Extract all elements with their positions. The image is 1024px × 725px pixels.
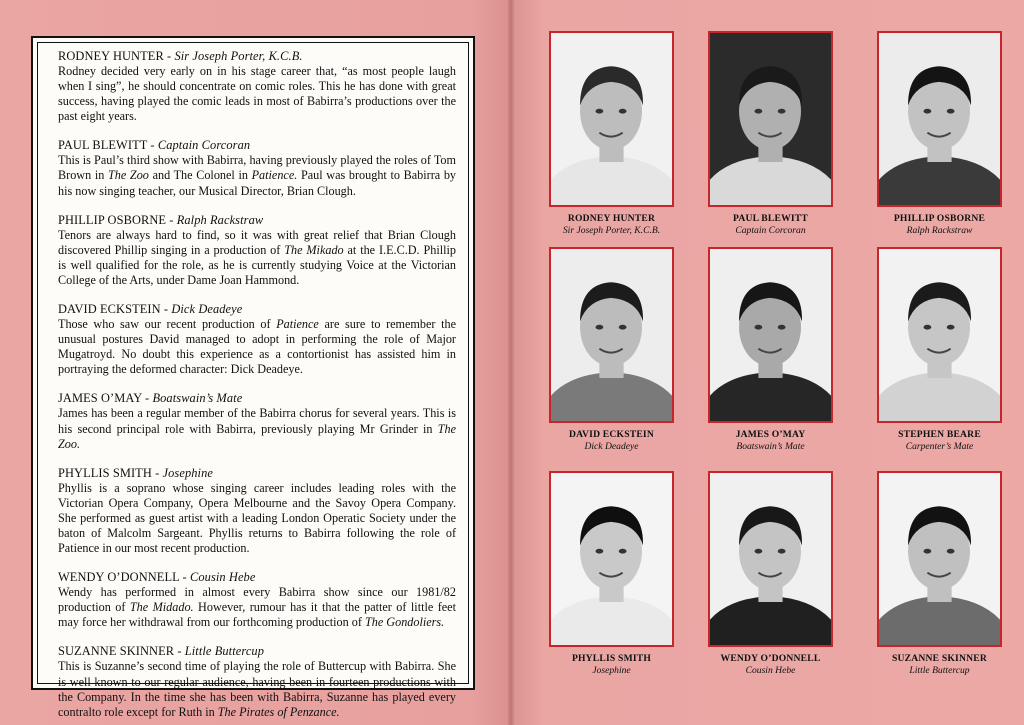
headshot-photo bbox=[877, 31, 1002, 207]
bio-role: Cousin Hebe bbox=[189, 570, 256, 585]
cast-photo-card bbox=[543, 31, 680, 256]
cast-photo-card bbox=[702, 31, 839, 256]
bio-name: PAUL BLEWITT bbox=[58, 138, 148, 153]
headshot-photo bbox=[708, 31, 833, 207]
bio-text-segment: However, rumour has it that the patter of little feet may force her withdrawal from our forthcoming production of bbox=[58, 600, 456, 630]
bio-text-segment: Wendy has performed in almost every Babirra show since our 1981/82 production of bbox=[58, 585, 456, 615]
cast-photo-card bbox=[702, 471, 839, 696]
bio-title-italic: The Zoo bbox=[107, 168, 149, 183]
cast-photo-card bbox=[543, 471, 680, 696]
bio-name: SUZANNE SKINNER bbox=[58, 644, 175, 659]
bio-entry bbox=[58, 49, 456, 124]
bio-heading bbox=[58, 302, 456, 317]
caption-role: Little Buttercup bbox=[909, 665, 970, 676]
bio-text bbox=[58, 659, 456, 719]
bio-text-segment: This is Paul’s third show with Babirra, having previously played the roles of Tom Brown in bbox=[58, 153, 456, 183]
bio-text bbox=[58, 585, 456, 630]
bio-separator: - bbox=[179, 570, 190, 585]
cast-photo-card bbox=[871, 471, 1008, 696]
bio-text bbox=[58, 64, 456, 124]
bio-text-segment: at the I.E.C.D. Phillip is well qualified for the role, as he is currently studying Voice at the Victorian College of the Arts, under Dame Joan Hammond. bbox=[58, 242, 456, 287]
bio-role: Ralph Rackstraw bbox=[176, 212, 264, 227]
bio-text-segment: James has been a regular member of the Babirra chorus for several years. This is his second principal role with Babirra, previously playing Mr Grinder in bbox=[58, 406, 456, 436]
caption-role: Carpenter’s Mate bbox=[905, 441, 974, 452]
caption-role: Captain Corcoran bbox=[735, 225, 806, 236]
bio-role: Captain Corcoran bbox=[157, 138, 251, 153]
headshot-photo bbox=[708, 471, 833, 647]
bio-separator: - bbox=[174, 644, 185, 659]
bio-separator: - bbox=[163, 49, 175, 63]
caption-role: Cousin Hebe bbox=[745, 665, 796, 676]
headshot-photo bbox=[877, 471, 1002, 647]
bio-title-italic: The Mikado bbox=[284, 242, 344, 257]
headshot-photo bbox=[549, 247, 674, 423]
caption-role: Sir Joseph Porter, K.C.B. bbox=[562, 225, 661, 236]
bio-title-italic: The Zoo. bbox=[58, 421, 456, 451]
bio-name: PHYLLIS SMITH bbox=[58, 465, 152, 480]
page-fold bbox=[508, 0, 514, 725]
caption-role: Boatswain’s Mate bbox=[736, 441, 805, 452]
bio-role: Sir Joseph Porter, K.C.B. bbox=[174, 49, 303, 63]
headshot-photo bbox=[708, 247, 833, 423]
caption-name: DAVID ECKSTEIN bbox=[569, 429, 654, 440]
caption-name: RODNEY HUNTER bbox=[567, 213, 656, 224]
caption-role: Dick Deadeye bbox=[584, 441, 639, 452]
cast-photo-card bbox=[871, 31, 1008, 256]
bio-text bbox=[58, 406, 456, 451]
cast-bios-list bbox=[37, 42, 469, 719]
cast-photo-card bbox=[543, 247, 680, 472]
bio-text bbox=[58, 317, 456, 377]
bio-text-segment: Those who saw our recent production of bbox=[58, 317, 277, 332]
bio-text-segment: Paul was brought to Babirra by his now singing teacher, our Musical Director, Brian Clough. bbox=[58, 168, 457, 198]
bio-entry bbox=[58, 391, 456, 451]
caption-name: JAMES O’MAY bbox=[735, 429, 806, 440]
bio-separator: - bbox=[147, 138, 158, 153]
bio-name: RODNEY HUNTER bbox=[58, 49, 164, 63]
bio-heading bbox=[58, 49, 456, 64]
bio-entry bbox=[58, 213, 456, 288]
headshot-photo bbox=[877, 247, 1002, 423]
bio-name: PHILLIP OSBORNE bbox=[58, 212, 167, 227]
bio-entry bbox=[58, 570, 456, 630]
bio-text-segment: Tenors are always hard to find, so it was with great relief that Brian Clough discovered Phillip singing in a production of bbox=[58, 227, 456, 257]
bio-name: DAVID ECKSTEIN bbox=[58, 302, 161, 317]
cast-bios-panel bbox=[31, 36, 475, 719]
bio-title-italic: Patience bbox=[276, 317, 319, 332]
bio-text-segment: Rodney decided very early on in his stage career that, “as most people laugh when I sing”, he should concentrate on comic roles. This he has done with great success, having played the comic leads in most of Babirra’s productions over the past eight years. bbox=[58, 64, 456, 124]
bio-separator: - bbox=[166, 212, 177, 227]
bio-text bbox=[58, 481, 456, 556]
bio-separator: - bbox=[151, 465, 163, 480]
headshot-photo bbox=[549, 471, 674, 647]
bio-entry bbox=[58, 138, 456, 198]
bio-role: Boatswain’s Mate bbox=[152, 391, 243, 406]
bio-entry bbox=[58, 302, 456, 377]
bio-entry bbox=[58, 644, 456, 719]
bio-text-segment: are sure to remember the unusual postures David managed to adopt in performing the role of Major Mugatroyd. No doubt this experience as a contortionist has assisted him in portraying the deformed character: Dick Deadeye. bbox=[58, 317, 457, 377]
cast-photo-card bbox=[702, 247, 839, 472]
bio-heading bbox=[58, 213, 456, 228]
caption-name: PAUL BLEWITT bbox=[733, 213, 808, 224]
bio-heading bbox=[58, 570, 456, 585]
bio-title-italic: The Midado. bbox=[129, 600, 194, 615]
bio-text bbox=[58, 228, 456, 288]
bio-text-segment: This is Suzanne’s second time of playing the role of Buttercup with Babirra. She is well known to our regular audience, having been in fourteen productions with the Company. In the time she has been with Babirra, Suzanne has played every contralto role except for Ruth in bbox=[58, 659, 456, 719]
cast-photo-card bbox=[871, 247, 1008, 472]
bio-name: WENDY O’DONNELL bbox=[58, 570, 180, 585]
bio-role: Little Buttercup bbox=[184, 644, 265, 659]
bio-title-italic: Patience. bbox=[251, 168, 298, 183]
headshot-photo bbox=[549, 31, 674, 207]
right-page bbox=[512, 0, 1024, 725]
bio-heading bbox=[58, 138, 456, 153]
caption-name: PHYLLIS SMITH bbox=[571, 653, 652, 664]
bio-entry bbox=[58, 466, 456, 556]
bio-heading bbox=[58, 466, 456, 481]
bio-role: Dick Deadeye bbox=[171, 302, 243, 317]
caption-name: SUZANNE SKINNER bbox=[892, 653, 987, 664]
bio-title-italic: The Pirates of Penzance. bbox=[217, 704, 340, 719]
bio-separator: - bbox=[160, 302, 172, 317]
bio-text bbox=[58, 153, 456, 198]
caption-name: STEPHEN BEARE bbox=[898, 429, 981, 440]
bio-text-segment: Phyllis is a soprano whose singing career includes leading roles with the Victorian Opera Company, Opera Melbourne and the Savoy Opera Company. She performed as guest artist with a leading London Operatic Society under the baton of Malcolm Sargeant. Phyllis returns to Babirra following the role of Patience in our most recent production. bbox=[58, 480, 456, 556]
bio-separator: - bbox=[141, 391, 153, 406]
caption-name: PHILLIP OSBORNE bbox=[893, 213, 986, 224]
bio-text-segment: and The Colonel in bbox=[148, 168, 252, 183]
caption-role: Josephine bbox=[592, 665, 631, 676]
caption-role: Ralph Rackstraw bbox=[906, 225, 973, 236]
bio-name: JAMES O’MAY bbox=[58, 391, 142, 406]
bio-heading bbox=[58, 391, 456, 406]
caption-name: WENDY O’DONNELL bbox=[720, 653, 821, 664]
bio-role: Josephine bbox=[162, 465, 213, 480]
bio-title-italic: The Gondoliers. bbox=[364, 615, 445, 630]
bio-heading bbox=[58, 644, 456, 659]
